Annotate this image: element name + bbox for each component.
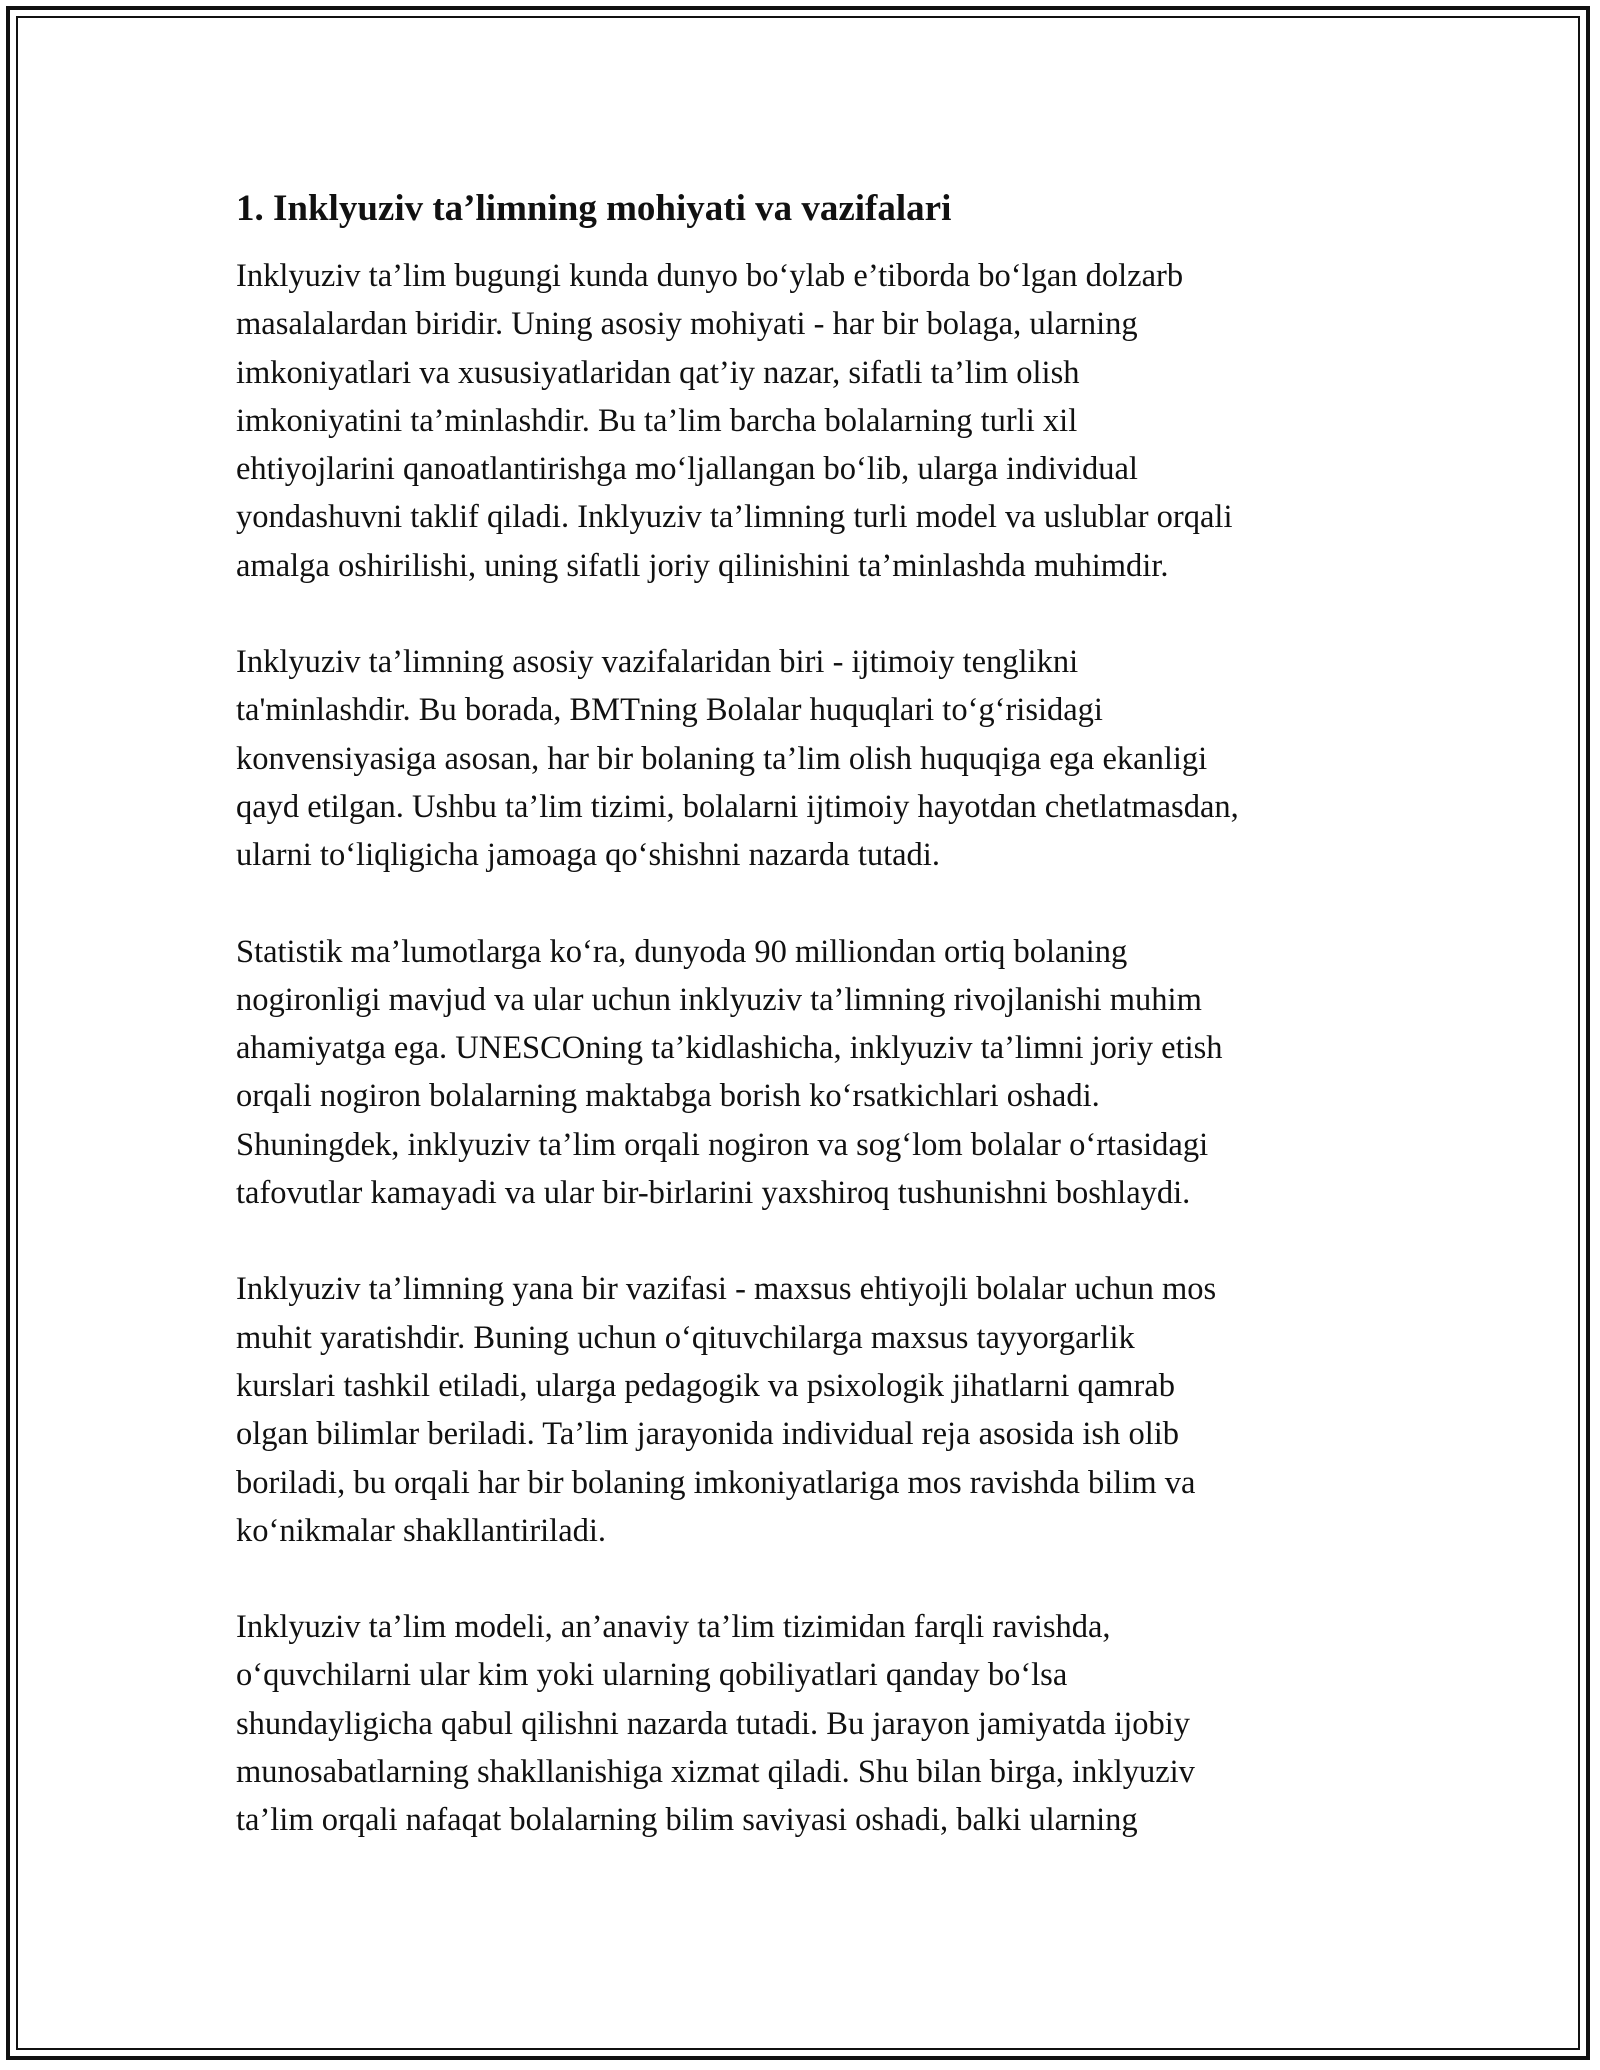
- paragraph-3: Statistik ma’lumotlarga ko‘ra, dunyoda 90 milliondan ortiq bolaning nogironligi mavjud va ular uchun inklyuziv ta’limning rivojlanishi muhim ahamiyatga ega. UNESCOning ta’kidlashicha, inklyuziv ta’limni joriy etish orqali nogiron bolalarning maktabga borish ko‘rsatkichlari oshadi. Shuningdek, inklyuziv ta’lim orqali nogiron va sog‘lom bolalar o‘rtasidagi tafovutlar kamayadi va ular bir-birlarini yaxshiroq tushunishni boshlaydi.: [236, 933, 1223, 1212]
- paragraph-2: Inklyuziv ta’limning asosiy vazifalaridan biri - ijtimoiy tenglikni ta'minlashdir. Bu borada, BMTning Bolalar huquqlari to‘g‘risidagi konvensiyasiga asosan, har bir bolaning ta’lim olish huquqiga ega ekanligi qayd etilgan. Ushbu ta’lim tizimi, bolalarni ijtimoiy hayotdan chetlatmasdan, ularni to‘liqligicha jamoaga qo‘shishni nazarda tutadi.: [236, 644, 1239, 874]
- section-heading: 1. Inklyuziv ta’limning mohiyati va vazifalari: [236, 188, 952, 229]
- paragraph-1: Inklyuziv ta’lim bugungi kunda dunyo bo‘ylab e’tiborda bo‘lgan dolzarb masalalardan biridir. Uning asosiy mohiyati - har bir bolaga, ularning imkoniyatlari va xususiyatlaridan qat’iy nazar, sifatli ta’lim olish imkoniyatini ta’minlashdir. Bu ta’lim barcha bolalarning turli xil ehtiyojlarini qanoatlantirishga mo‘ljallangan bo‘lib, ularga individual yondashuvni taklif qiladi. Inklyuziv ta’limning turli model va uslublar orqali amalga oshirilishi, uning sifatli joriy qilinishini ta’minlashda muhimdir.: [236, 258, 1233, 584]
- paragraph-4: Inklyuziv ta’limning yana bir vazifasi - maxsus ehtiyojli bolalar uchun mos muhit yaratishdir. Buning uchun o‘qituvchilarga maxsus tayyorgarlik kurslari tashkil etiladi, ularga pedagogik va psixologik jihatlarni qamrab olgan bilimlar beriladi. Ta’lim jarayonida individual reja asosida ish olib boriladi, bu orqali har bir bolaning imkoniyatlariga mos ravishda bilim va ko‘nikmalar shakllantiriladi.: [236, 1271, 1217, 1549]
- document-body: [236, 186, 1396, 1893]
- paragraph-5: Inklyuziv ta’lim modeli, an’anaviy ta’lim tizimidan farqli ravishda, o‘quvchilarni ular kim yoki ularning qobiliyatlari qanday bo‘lsa shundayligicha qabul qilishni nazarda tutadi. Bu jarayon jamiyatda ijobiy munosabatlarning shakllanishiga xizmat qiladi. Shu bilan birga, inklyuziv ta’lim orqali nafaqat bolalarning bilim saviyasi oshadi, balki ularning: [236, 1609, 1195, 1839]
